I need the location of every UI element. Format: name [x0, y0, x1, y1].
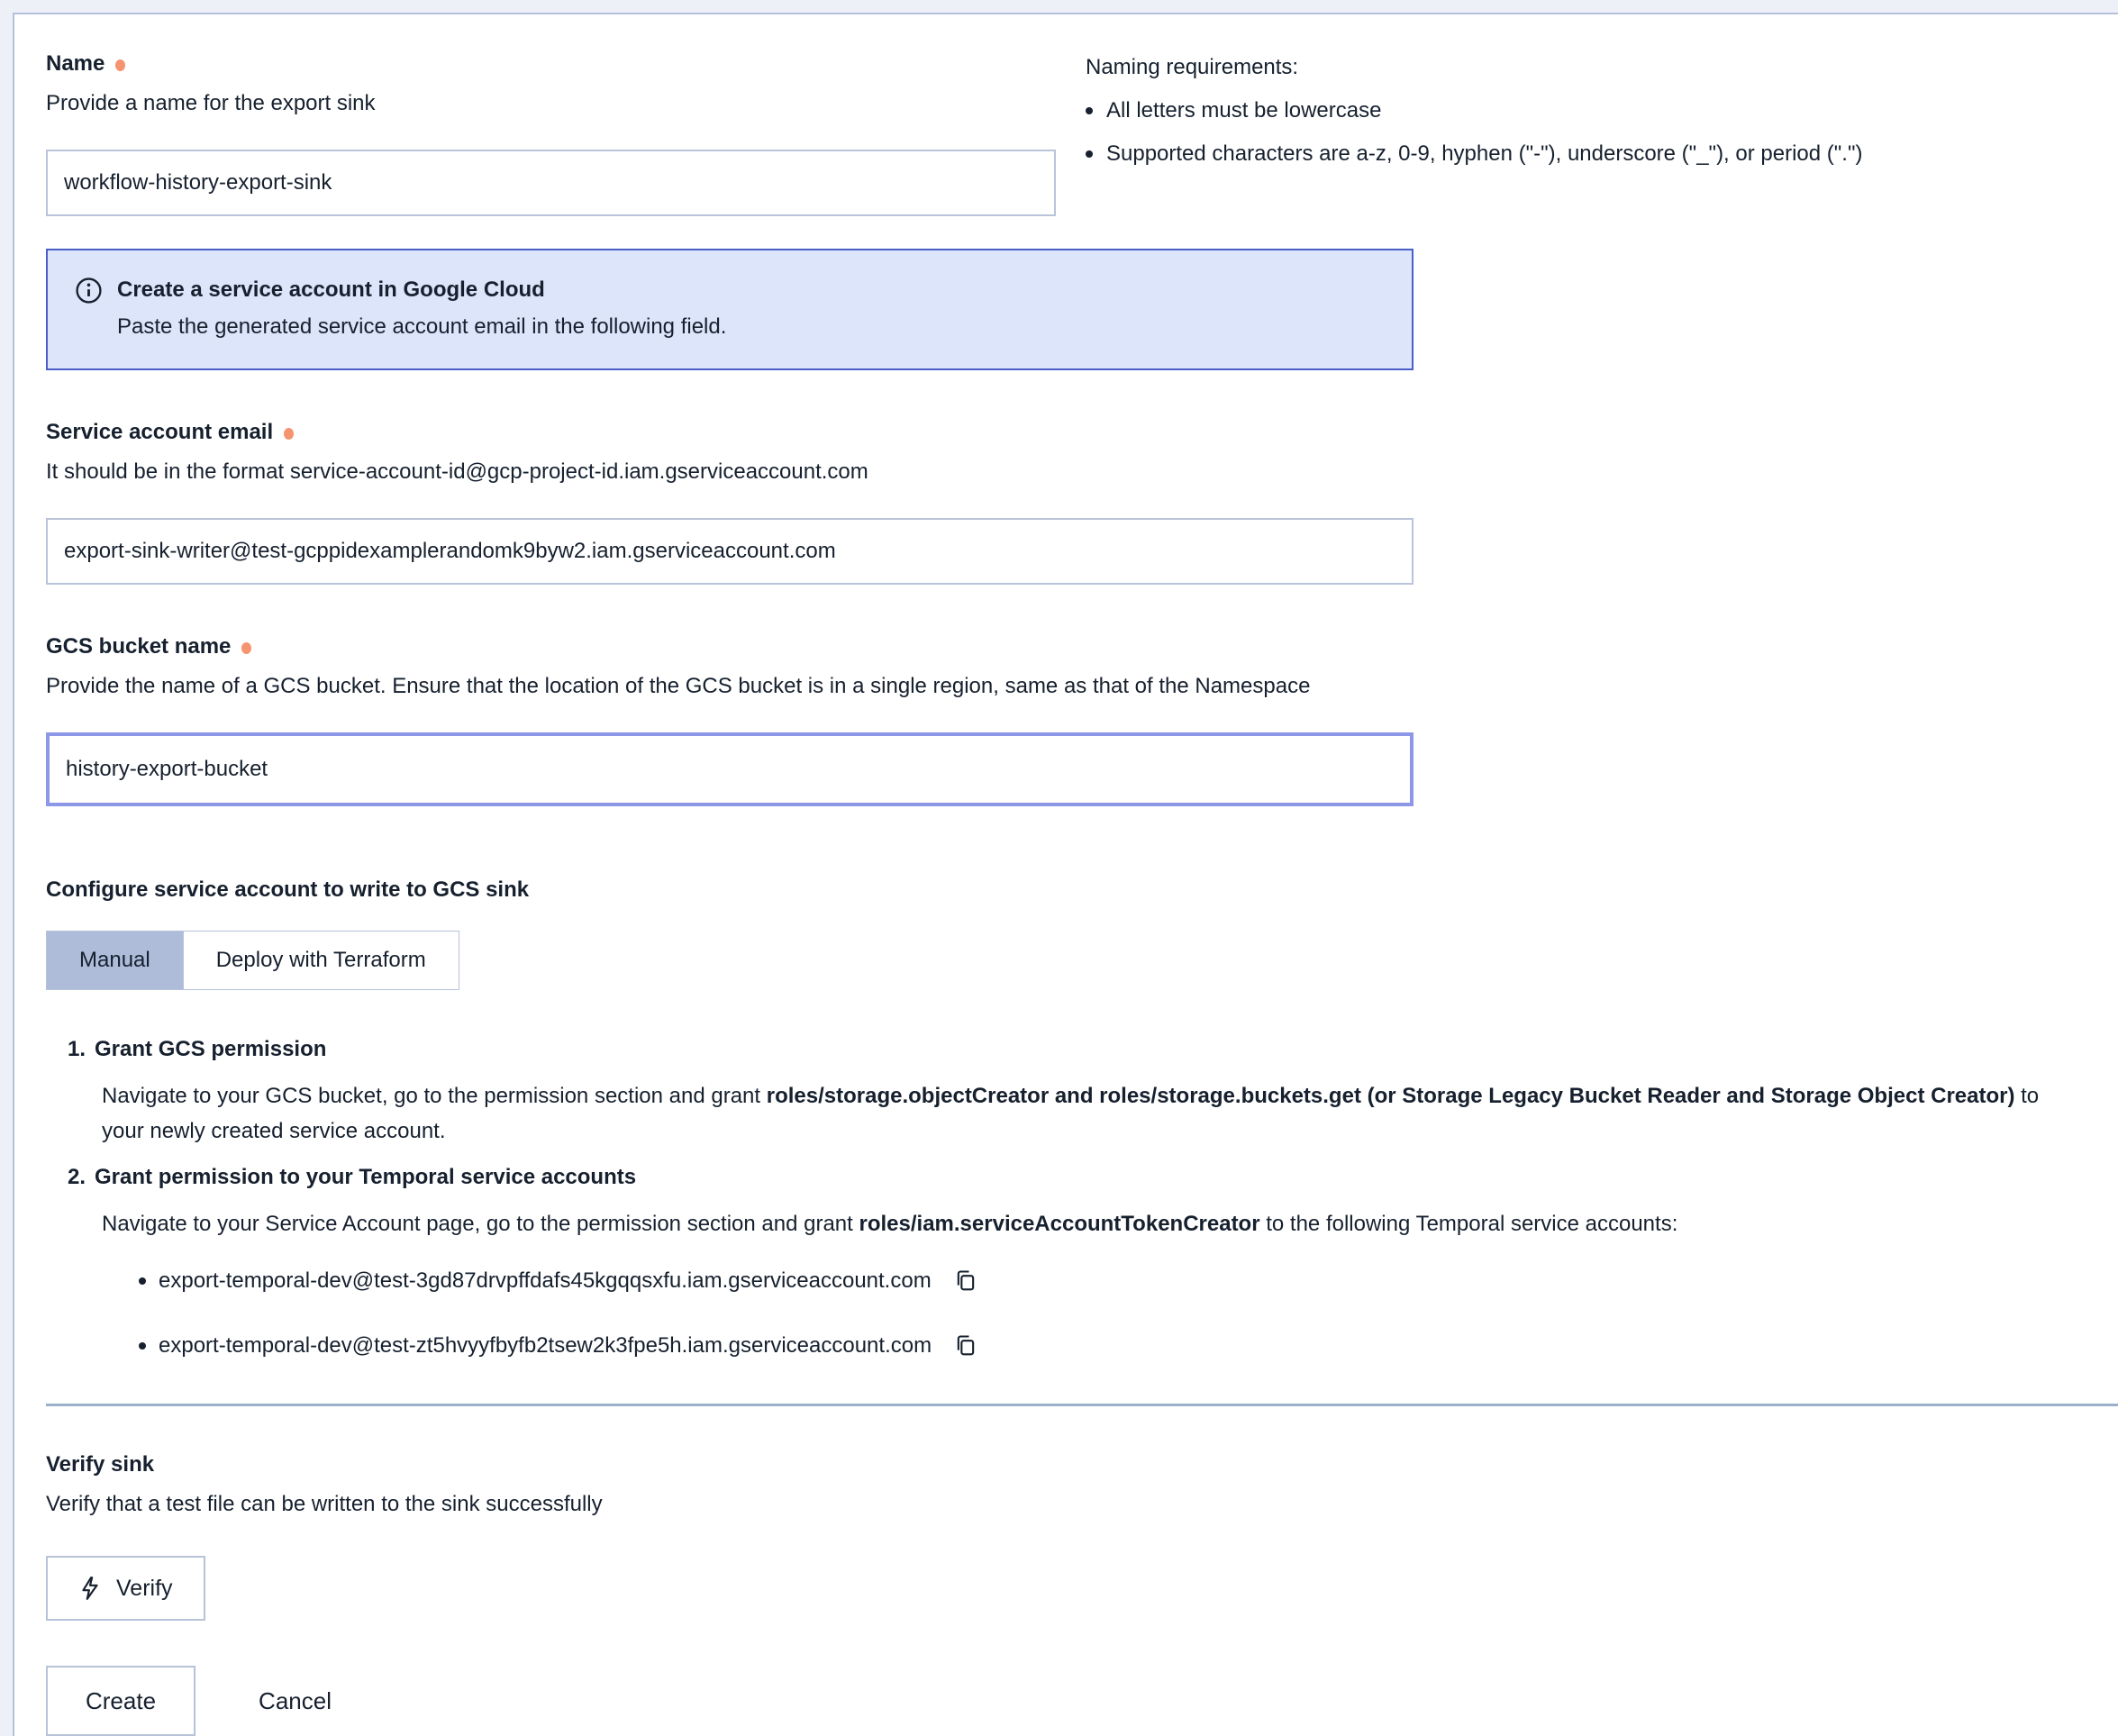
configure-tab-group — [46, 931, 459, 990]
naming-requirements — [1086, 50, 2068, 168]
info-box-title: Create a service account in Google Cloud — [117, 277, 545, 302]
bullet-dot — [1086, 150, 1093, 158]
gcs-bucket-input[interactable] — [46, 732, 1414, 806]
service-account-email: export-temporal-dev@test-3gd87drvpffdafs45kgqqsxfu.iam.gserviceaccount.com — [159, 1268, 932, 1293]
name-label-text: Name — [46, 51, 105, 76]
form-actions — [46, 1666, 2068, 1736]
step-grant-temporal-permission — [68, 1163, 2068, 1241]
info-icon — [75, 277, 103, 304]
step-grant-gcs-permission — [68, 1035, 2068, 1149]
bullet-dot — [139, 1342, 146, 1350]
service-account-info-box — [46, 249, 1414, 370]
required-dot — [241, 642, 251, 654]
service-account-email-label: Service account email — [46, 419, 2068, 446]
section-divider — [46, 1404, 2118, 1406]
naming-requirement-item: Supported characters are a-z, 0-9, hyphen ("-"), underscore ("_"), or period (".") — [1086, 141, 2068, 168]
step-title: Grant GCS permission — [95, 1037, 327, 1061]
export-sink-form-panel — [13, 13, 2118, 1736]
step-number: 1. — [68, 1037, 86, 1061]
gcs-bucket-label: GCS bucket name — [46, 633, 2068, 660]
create-button[interactable]: Create — [46, 1666, 195, 1736]
tab-manual[interactable]: Manual — [47, 932, 183, 989]
verify-button[interactable]: Verify — [46, 1556, 205, 1621]
temporal-service-accounts-list — [139, 1267, 2068, 1360]
cancel-button[interactable]: Cancel — [259, 1686, 332, 1714]
service-account-email-section — [46, 419, 2068, 585]
service-account-email-description: It should be in the format service-account-id@gcp-project-id.iam.gserviceaccount.com — [46, 459, 868, 484]
naming-requirement-item: All letters must be lowercase — [1086, 97, 2068, 124]
bullet-dot — [139, 1277, 146, 1285]
step-number: 2. — [68, 1165, 86, 1189]
required-dot — [284, 428, 294, 440]
name-section — [46, 50, 2068, 216]
step-body: Navigate to your GCS bucket, go to the permission section and grant roles/storage.objectCreator and roles/storage.buckets.get (or Storage Legacy Bucket Reader and Storage Object Creator) to your newly created service account. — [102, 1084, 2040, 1143]
copy-button[interactable] — [951, 1267, 980, 1295]
copy-icon — [953, 1333, 978, 1359]
verify-sink-description: Verify that a test file can be written to the sink successfully — [46, 1492, 603, 1516]
gcs-bucket-section — [46, 633, 2068, 806]
tab-deploy-with-terraform[interactable]: Deploy with Terraform — [183, 932, 459, 989]
service-account-email: export-temporal-dev@test-zt5hvyyfbyfb2tsew2k3fpe5h.iam.gserviceaccount.com — [159, 1333, 932, 1358]
bullet-dot — [1086, 107, 1093, 114]
configure-heading: Configure service account to write to GCS sink — [46, 877, 530, 902]
lightning-icon — [78, 1576, 102, 1601]
copy-icon — [953, 1268, 978, 1294]
step-title: Grant permission to your Temporal service accounts — [95, 1165, 637, 1189]
verify-sink-heading: Verify sink — [46, 1452, 155, 1477]
service-account-row — [139, 1332, 2068, 1360]
required-dot — [115, 59, 125, 71]
service-account-email-input[interactable] — [46, 518, 1414, 585]
info-box-body: Paste the generated service account email in the following field. — [117, 314, 727, 339]
step-body: Navigate to your Service Account page, go to the permission section and grant roles/iam.serviceAccountTokenCreator to the following Temporal service accounts: — [102, 1212, 1678, 1236]
gcs-bucket-description: Provide the name of a GCS bucket. Ensure that the location of the GCS bucket is in a single region, same as that of the Namespace — [46, 674, 1311, 698]
name-input[interactable] — [46, 150, 1056, 216]
name-label — [46, 50, 1056, 77]
service-account-row — [139, 1267, 2068, 1295]
naming-requirements-title: Naming requirements: — [1086, 55, 1299, 79]
name-description: Provide a name for the export sink — [46, 91, 376, 115]
copy-button[interactable] — [951, 1332, 980, 1360]
